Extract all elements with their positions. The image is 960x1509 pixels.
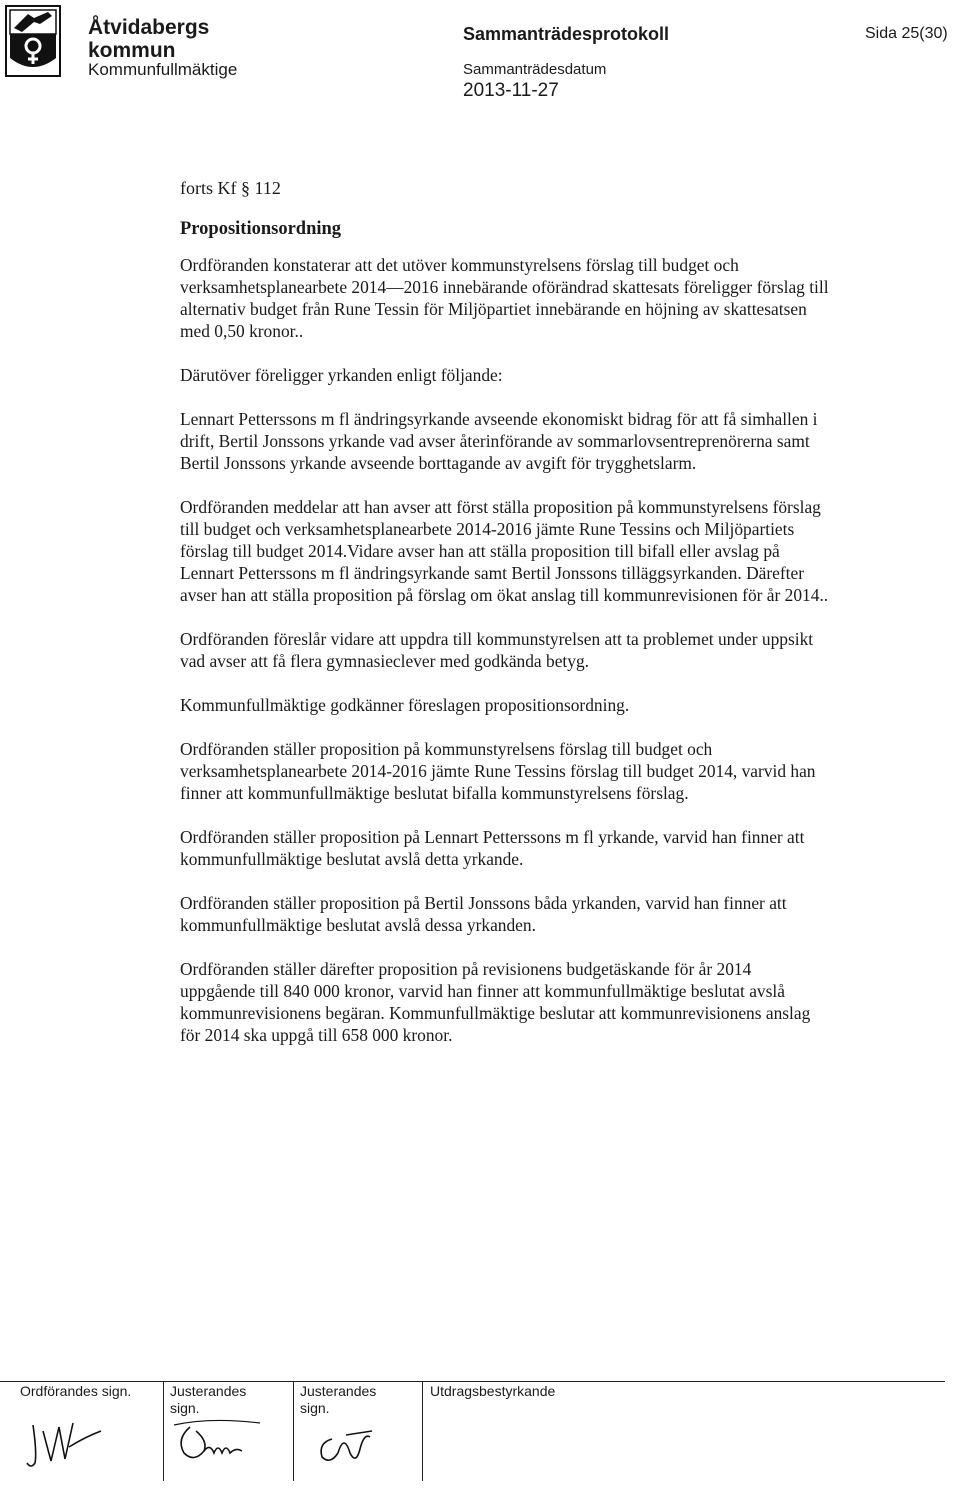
- paragraph: Därutöver föreligger yrkanden enligt följande:: [180, 365, 503, 385]
- paragraph: Ordföranden ställer proposition på kommunstyrelsens förslag till budget och verksamhetsplanearbete 2014-2016 jämte Rune Tessins förslag till budget 2014, varvid han finner att kommunfullmäktige beslutat bifalla kommunstyrelsens förslag.: [180, 739, 816, 803]
- paragraph: Ordföranden meddelar att han avser att först ställa proposition på kommunstyrelsens förslag till budget och verksamhetsplanearbete 2014-2016 jämte Rune Tessins och Miljöpartiets förslag till budget 2014.Vidare avser han att ställa proposition till bifall eller avslag på Lennart Petterssons m fl ändringsyrkande samt Bertil Jonssons tilläggsyrkanden. Därefter avser han att ställa proposition på förslag om ökat anslag till kommunrevisionen för år 2014..: [180, 497, 829, 605]
- adjuster2-sign-line1: Justerandes: [300, 1383, 377, 1399]
- section-heading: Propositionsordning: [180, 219, 342, 239]
- chair-signature: [25, 1413, 105, 1473]
- org-name: [88, 16, 209, 62]
- date-value: 2013-11-27: [463, 80, 559, 101]
- chair-sign-label: Ordförandes sign.: [20, 1383, 132, 1399]
- extract-certifier-label: Utdragsbestyrkande: [430, 1383, 556, 1399]
- adjuster1-sign-line2: sign.: [170, 1400, 200, 1416]
- org-name-line1: Åtvidabergs: [88, 16, 210, 39]
- paragraph: Ordföranden ställer proposition på Bertil Jonssons båda yrkanden, varvid han finner att kommunfullmäktige beslutat avslå dessa yrkanden.: [180, 893, 787, 935]
- adjuster1-sign-label: [170, 1383, 246, 1417]
- page-number: Sida 25(30): [865, 25, 948, 42]
- paragraph: Ordföranden ställer därefter proposition på revisionens budgetäskande för år 2014 uppgående till 840 000 kronor, varvid han finner att kommunfullmäktige beslutat avslå kommunrevisionens begäran. Kommunfullmäktige beslutar att kommunrevisionens anslag för 2014 ska uppgå till 658 000 kronor.: [180, 959, 811, 1045]
- section-reference: forts Kf § 112: [180, 178, 281, 198]
- adjuster2-sign-label: [300, 1383, 376, 1417]
- org-name-line2: kommun: [88, 39, 176, 62]
- paragraph: Lennart Petterssons m fl ändringsyrkande avseende ekonomiskt bidrag för att få simhallen i drift, Bertil Jonssons yrkande vad avser återinförande av sommarlovsentreprenörerna samt Bertil Jonssons yrkande avseende borttagande av avgift för trygghetslarm.: [180, 409, 818, 473]
- paragraph: Ordföranden konstaterar att det utöver kommunstyrelsens förslag till budget och verksamhetsplanearbete 2014—2016 innebärande oförändrad skattesats föreligger förslag till alternativ budget från Rune Tessin för Miljöpartiet innebärande en höjning av skattesatsen med 0,50 kronor..: [180, 255, 829, 341]
- adjuster1-sign-line1: Justerandes: [170, 1383, 247, 1399]
- date-label: Sammanträdesdatum: [463, 61, 607, 78]
- footer-divider: [293, 1381, 294, 1481]
- document-type: Sammanträdesprotokoll: [463, 24, 670, 44]
- footer-rule: [0, 1381, 945, 1382]
- municipality-logo: [4, 4, 62, 78]
- paragraph: Kommunfullmäktige godkänner föreslagen propositionsordning.: [180, 695, 630, 715]
- adjuster1-signature: [170, 1413, 270, 1473]
- footer-divider: [163, 1381, 164, 1481]
- signature-footer: [0, 1373, 960, 1493]
- org-subtitle: Kommunfullmäktige: [88, 60, 238, 79]
- document-body: [180, 177, 830, 1068]
- paragraph: Ordföranden föreslår vidare att uppdra till kommunstyrelsen att ta problemet under uppsikt vad avser att få flera gymnasieclever med godkända betyg.: [180, 629, 814, 671]
- adjuster2-signature: [310, 1413, 390, 1473]
- adjuster2-sign-line2: sign.: [300, 1400, 330, 1416]
- paragraph: Ordföranden ställer proposition på Lennart Petterssons m fl yrkande, varvid han finner att kommunfullmäktige beslutat avslå detta yrkande.: [180, 827, 805, 869]
- footer-divider: [422, 1381, 423, 1481]
